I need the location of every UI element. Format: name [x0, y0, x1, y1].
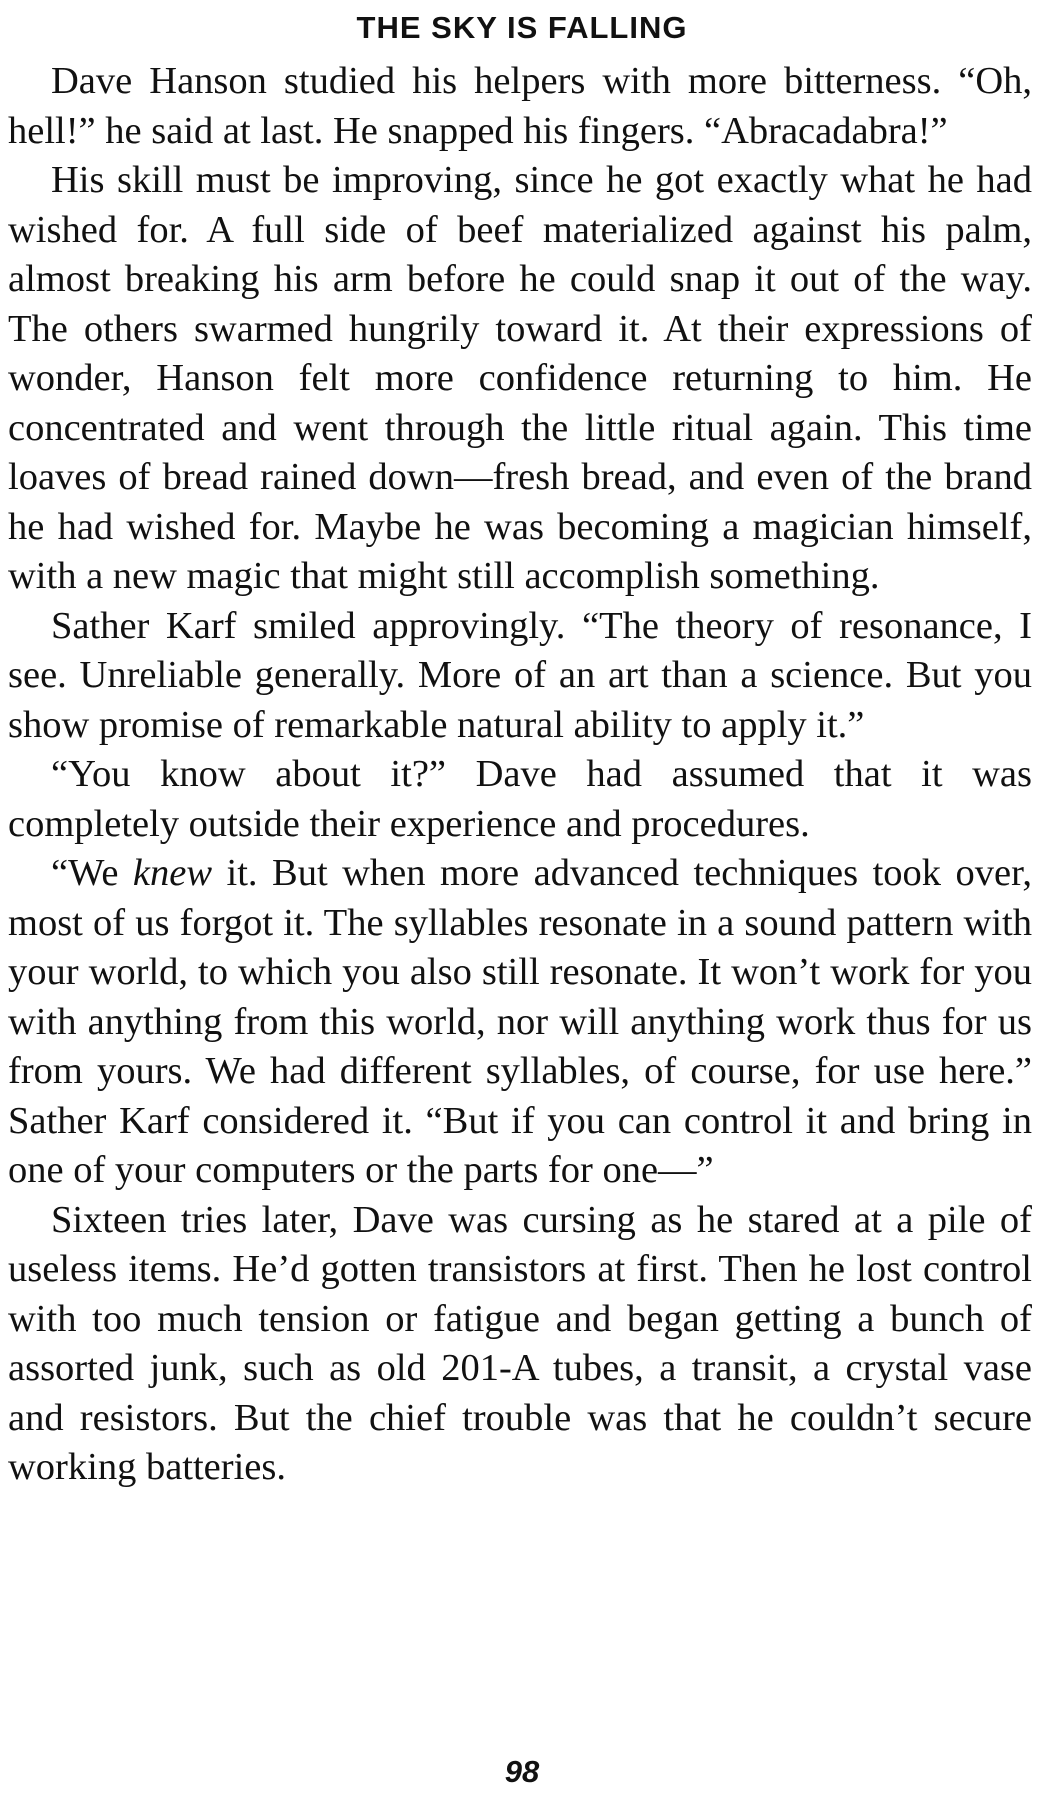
- running-head: THE SKY IS FALLING: [356, 10, 688, 45]
- paragraph-5: [8, 849, 1032, 1196]
- paragraph-5-rest: it. But when more advanced techniques took over, most of us forgot it. The syllables resonate in a sound pattern with your world, to which you also still resonate. It won’t work for you with anything from this world, nor will anything work thus for us from yours. We had different syllables, of course, for use here.” Sather Karf considered it. “But if you can control it and bring in one of your computers or the parts for one—”: [8, 852, 1032, 1191]
- paragraph-3: Sather Karf smiled approvingly. “The theory of resonance, I see. Unreliable generally. More of an art than a science. But you show promise of remarkable natural ability to apply it.”: [8, 604, 1032, 746]
- paragraph-6: Sixteen tries later, Dave was cursing as he stared at a pile of useless items. He’d gotten transistors at first. Then he lost control with too much tension or fatigue and began getting a bunch of assorted junk, such as old 201-A tubes, a transit, a crystal vase and resistors. But the chief trouble was that he couldn’t secure working batteries.: [8, 1198, 1032, 1488]
- page-number: 98: [504, 1754, 540, 1789]
- paragraph-2: His skill must be improving, since he got exactly what he had wished for. A full side of beef materialized against his palm, almost breaking his arm before he could snap it out of the way. The others swarmed hungrily toward it. At their expressions of wonder, Hanson felt more confidence returning to him. He concentrated and went through the little ritual again. This time loaves of bread rained down—fresh bread, and even of the brand he had wished for. Maybe he was becoming a magician himself, with a new magic that might still accomplish something.: [8, 159, 1032, 597]
- paragraph-4: “You know about it?” Dave had assumed that it was completely outside their experience and procedures.: [8, 753, 1032, 845]
- paragraph-5-start: “We: [51, 852, 133, 894]
- paragraph-1: Dave Hanson studied his helpers with more bitterness. “Oh, hell!” he said at last. He snapped his fingers. “Abracadabra!”: [8, 60, 1032, 152]
- body-text: [8, 57, 1032, 1493]
- emphasis-knew: knew: [132, 852, 213, 894]
